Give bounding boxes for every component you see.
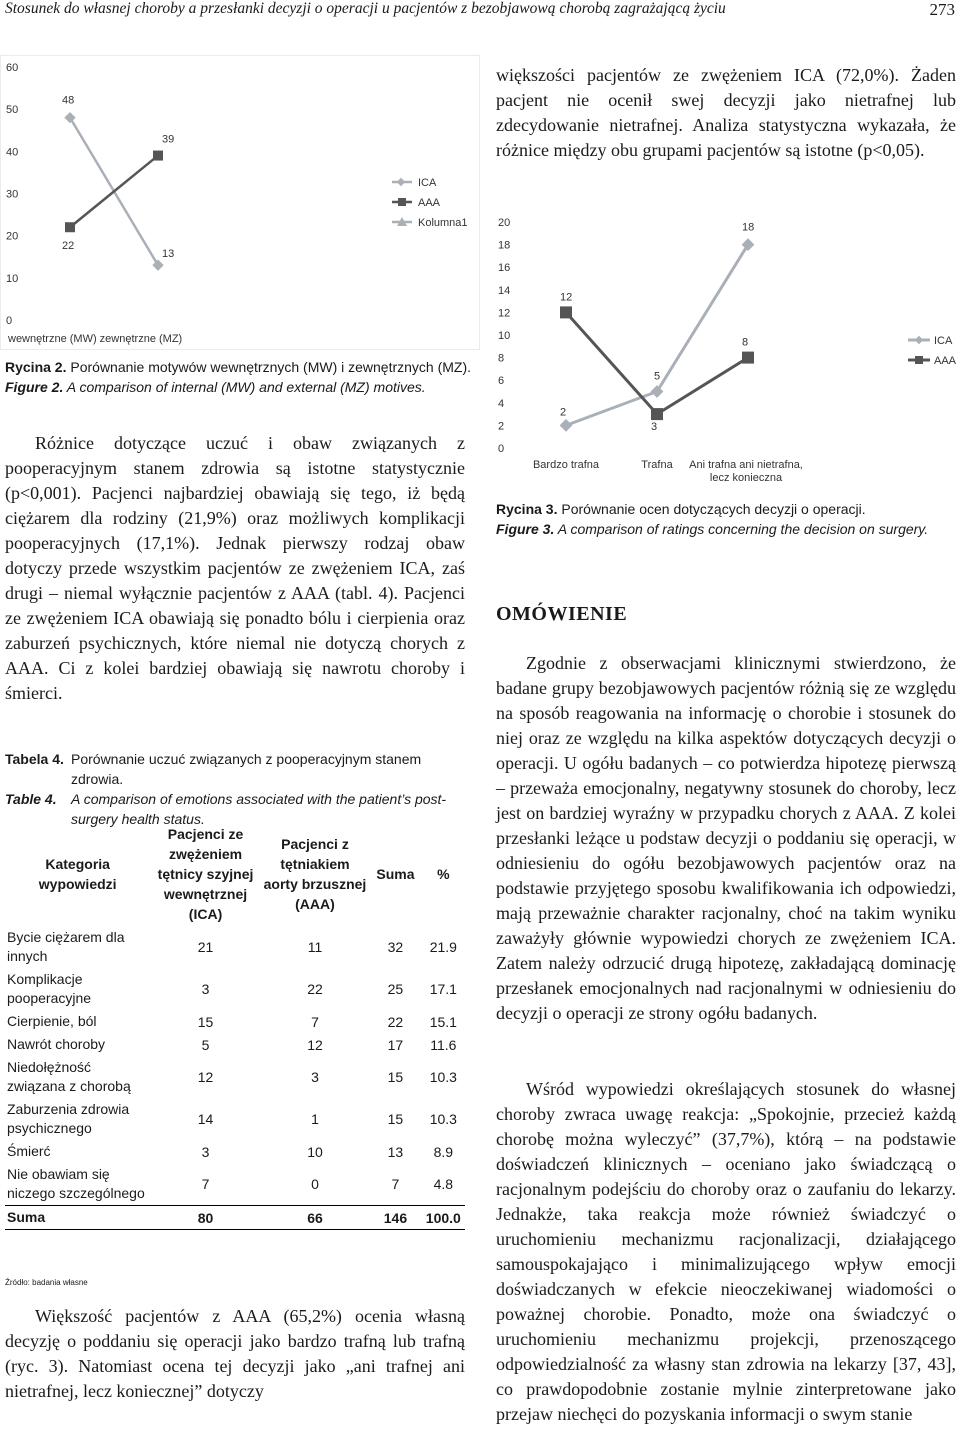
- y-tick-label: 6: [498, 375, 505, 388]
- table4-pl-label: Tabela 4.: [5, 751, 64, 767]
- y-tick-label: 0: [498, 443, 505, 455]
- total-value: 80: [150, 1206, 260, 1230]
- data-label: 8: [742, 336, 749, 349]
- y-tick-label: 10: [6, 272, 19, 285]
- figure-2-chart: [0, 55, 480, 350]
- row-category: Niedołężność związana z chorobą: [7, 1059, 131, 1094]
- data-point: [651, 408, 663, 420]
- row-value: 15: [387, 1111, 404, 1127]
- fig3-pl-label: Rycina 3.: [496, 501, 558, 517]
- row-value: 22: [307, 981, 323, 997]
- row-value: 21: [197, 939, 214, 955]
- fig2-en-label: Figure 2.: [5, 379, 64, 395]
- data-label: 13: [162, 248, 175, 261]
- table-4-caption: [5, 749, 465, 829]
- table-header-row: [5, 822, 465, 926]
- row-value: 10.3: [429, 1069, 457, 1085]
- table-row: [5, 926, 465, 968]
- row-category: Śmierć: [7, 1143, 51, 1159]
- fig2-pl-text: Porównanie motywów wewnętrznych (MW) i zewnętrznych (MZ).: [70, 359, 472, 375]
- row-category: Nie obawiam się niczego szczególnego: [7, 1166, 145, 1201]
- row-value: 4.8: [433, 1176, 454, 1192]
- fig3-pl-text: Porównanie ocen dotyczących decyzji o operacji.: [561, 501, 866, 517]
- row-category: Bycie ciężarem dla innych: [7, 929, 125, 964]
- x-tick-line: Ani trafna ani nietrafna,: [689, 459, 803, 471]
- right-paragraph-2: Zgodnie z obserwacjami klinicznymi stwierdzono, że badane grupy bezobjawowych pacjentów różnią się ze względu na sposób reagowania na informację o chorobie i stosunek do niej oraz ze względu na kilka aspektów dotyczących decyzji o operacji. U ogółu badanych – co potwierdza hipotezę pierwszą – przeważa emocjonalny, negatywny stosunek do choroby, lecz jest on bardziej wyraźny w przypadku chorych z AAA. Z kolei przesłanki leżące u podstaw decyzji o poddaniu się operacji, w odniesieniu do ogółu bezobjawowych pacjentów oraz na podstawie przyjętego sposobu kwalifikowania ich odpowiedzi, mają przeważnie charakter racjonalny, choć na takim wyniku zaważyły głównie wypowiedzi chorych ze zwężeniem ICA. Zatem należy odrzucić drugą hipotezę, zakładającą dominację przesłanek emocjonalnych nad racjonalnymi w odniesieniu do decyzji o operacji ze strony ogółu badanych.: [496, 653, 956, 1023]
- data-point: [65, 222, 75, 232]
- y-tick-label: 4: [498, 397, 505, 410]
- x-tick-label: [533, 459, 600, 471]
- section-heading: OMÓWIENIE: [496, 603, 628, 625]
- row-value: 17: [387, 1036, 404, 1053]
- running-title: Stosunek do własnej choroby a przesłanki decyzji o operacji u pacjentów z bezobjawową chorobą zagrażającą życiu: [5, 0, 726, 17]
- row-value: 15.1: [429, 1013, 457, 1030]
- right-paragraph-3: Wśród wypowiedzi określających stosunek do własnej choroby zwraca uwagę reakcja: „Spokojnie, przecież każdą chorobę można wyleczyć” (37,7%), którą – na podstawie doświadczeń klinicznych – oceniano jako świadczącą o racjonalnym podejściu do choroby oraz o zaufaniu do lekarzy. Jednakże, taka reakcja może również świadczyć o uruchomieniu mechanizmu racjonalizacji, działającego samouspokajająco i minimalizującego wpływ emocji doświadczanych w efekcie nieoczekiwanej wiadomości o poważnej chorobie. Ponadto, może ona świadczyć o uruchomieniu mechanizmu projekcji, przenoszącego odpowiedzialność za własny stan zdrowia na lekarzy [37, 43], co prawdopodobnie zostanie mylnie zinterpretowane jako przejaw niechęci do pozyskania informacji o swym stanie: [496, 1079, 956, 1424]
- legend-label: Kolumna1: [418, 217, 468, 229]
- fig2-pl-label: Rycina 2.: [5, 359, 67, 375]
- data-label: 3: [651, 421, 658, 434]
- running-header: [5, 0, 955, 20]
- row-value: 11: [307, 939, 323, 955]
- data-label: 2: [560, 406, 567, 419]
- col-category: Kategoria wypowiedzi: [38, 856, 117, 892]
- table4-en-title: A comparison of emotions associated with the patient’s post-surgery health status.: [71, 791, 447, 827]
- figure-3-caption: [496, 499, 956, 539]
- x-tick-line: Bardzo trafna: [532, 459, 600, 471]
- table-total-row: [5, 1206, 465, 1230]
- row-value: 11.6: [430, 1036, 457, 1053]
- table-4: [5, 822, 465, 1230]
- data-point: [742, 352, 754, 364]
- total-value: 100.0: [422, 1206, 465, 1230]
- row-value: 15: [197, 1013, 214, 1030]
- chart-background: [490, 208, 960, 493]
- col-sum: Suma: [376, 866, 415, 882]
- right-paragraph-1: większości pacjentów ze zwężeniem ICA (72,0%). Żaden pacjent nie ocenił swej decyzji jako nietrafnej lub zdecydowanie nietrafnej. Analiza statystyczna wykazała, że różnice między obu grupami pacjentów są istotne (p<0,05).: [496, 65, 956, 160]
- data-label: 48: [62, 94, 75, 107]
- row-value: 15: [387, 1069, 404, 1085]
- data-label: 22: [62, 240, 75, 253]
- row-value: 10: [307, 1143, 323, 1160]
- fig3-en-label: Figure 3.: [496, 521, 555, 537]
- total-value: 146: [369, 1206, 421, 1230]
- y-tick-label: 2: [498, 420, 505, 433]
- row-category: Nawrót choroby: [7, 1036, 106, 1052]
- row-value: 1: [311, 1111, 319, 1127]
- y-tick-label: 60: [6, 62, 19, 74]
- legend-label: AAA: [934, 355, 957, 367]
- page-number: 273: [929, 0, 955, 19]
- row-value: 12: [197, 1069, 214, 1085]
- table-row: [5, 968, 465, 1010]
- y-tick-label: 12: [498, 307, 511, 320]
- col-percent: %: [437, 866, 450, 882]
- figure-3-chart: [490, 208, 960, 493]
- row-value: 22: [387, 1013, 404, 1030]
- x-tick-line: lecz konieczna: [709, 472, 783, 484]
- fig3-en-text: A comparison of ratings concerning the decision on surgery.: [557, 521, 929, 537]
- legend-label: ICA: [934, 335, 953, 347]
- x-axis-label: wewnętrzne (MW) zewnętrzne (MZ): [8, 333, 183, 345]
- legend-label: ICA: [418, 177, 437, 189]
- row-value: 5: [201, 1036, 210, 1053]
- table-row: [5, 1098, 465, 1140]
- row-category: Komplikacje pooperacyjne: [7, 971, 92, 1006]
- row-value: 8.9: [433, 1143, 454, 1160]
- left-paragraph-2: Większość pacjentów z AAA (65,2%) ocenia własną decyzję o poddaniu się operacji jako bardzo trafną lub trafną (ryc. 3). Natomiast ocena tej decyzji jako „ani trafnej ani nietrafnej, lecz koniecznej” dotyczy: [5, 1306, 465, 1401]
- row-category: Cierpienie, ból: [7, 1013, 97, 1029]
- row-value: 14: [197, 1111, 214, 1127]
- table-body: [5, 926, 465, 1230]
- y-tick-label: 0: [6, 315, 13, 327]
- y-tick-label: 18: [498, 239, 511, 252]
- left-paragraph-1: Różnice dotyczące uczuć i obaw związanych z pooperacyjnym stanem zdrowia są istotne statystycznie (p<0,001). Pacjenci najbardziej obawiają się tego, iż będą ciężarem dla rodziny (21,9%) oraz możliwych komplikacji pooperacyjnych (17,1%). Jednak pierwszy rodzaj obaw dotyczy przede wszystkim pacjentów ze zwężeniem ICA, zaś drugi – niemal wyłącznie pacjentów z AAA (tabl. 4). Pacjenci ze zwężeniem ICA obawiają się ponadto bólu i cierpienia oraz zaburzeń psychicznych, które niemal nie dotyczą chorych z AAA. Ci z kolei bardziej obawiają się nawrotu choroby i śmierci.: [5, 433, 465, 703]
- col-aaa: Pacjenci z tętniakiem aorty brzusznej (AAA): [263, 836, 367, 912]
- y-tick-label: 30: [6, 188, 19, 201]
- row-value: 25: [387, 981, 404, 997]
- y-tick-label: 10: [498, 330, 511, 342]
- row-value: 7: [311, 1013, 319, 1030]
- fig2-en-text: A comparison of internal (MW) and external (MZ) motives.: [66, 379, 426, 395]
- y-tick-label: 16: [498, 262, 511, 275]
- row-value: 3: [201, 981, 210, 997]
- row-value: 10.3: [429, 1111, 457, 1127]
- y-tick-label: 20: [498, 217, 511, 229]
- row-value: 3: [201, 1143, 210, 1160]
- figure-2-caption: [5, 357, 475, 397]
- row-value: 13: [387, 1143, 404, 1160]
- row-value: 32: [387, 939, 404, 955]
- table4-pl-title: Porównanie uczuć związanych z pooperacyjnym stanem zdrowia.: [71, 751, 422, 787]
- total-label: Suma: [5, 1206, 150, 1230]
- table-row: [5, 1140, 465, 1163]
- row-value: 21.9: [429, 939, 457, 955]
- data-label: 18: [742, 221, 755, 234]
- table-row: [5, 1163, 465, 1206]
- data-point: [560, 306, 572, 318]
- legend-marker: [915, 356, 923, 364]
- x-tick-label: [641, 459, 673, 471]
- y-tick-label: 20: [6, 230, 19, 243]
- total-value: 66: [261, 1206, 370, 1230]
- y-tick-label: 14: [498, 284, 511, 297]
- data-point: [153, 151, 163, 161]
- row-value: 3: [311, 1069, 319, 1085]
- row-value: 12: [307, 1036, 323, 1053]
- legend-label: AAA: [418, 197, 441, 209]
- data-label: 39: [162, 133, 175, 146]
- data-label: 12: [560, 291, 573, 304]
- row-value: 0: [311, 1176, 319, 1192]
- table-row: [5, 1056, 465, 1098]
- table-row: [5, 1033, 465, 1056]
- row-value: 7: [201, 1176, 210, 1192]
- table-source: Źródło: badania własne: [5, 1278, 88, 1287]
- y-tick-label: 50: [6, 104, 19, 117]
- row-value: 17.1: [429, 981, 457, 997]
- row-category: Zaburzenia zdrowia psychicznego: [7, 1101, 130, 1136]
- y-tick-label: 40: [6, 146, 19, 159]
- row-value: 7: [391, 1176, 400, 1192]
- y-tick-label: 8: [498, 352, 505, 365]
- data-label: 5: [654, 370, 661, 383]
- legend-marker: [398, 198, 406, 206]
- table-row: [5, 1010, 465, 1033]
- col-ica: Pacjenci ze zwężeniem tętnicy szyjnej wewnętrznej (ICA): [157, 826, 254, 922]
- table4-en-label: Table 4.: [5, 791, 57, 807]
- x-tick-line: Trafna: [641, 459, 673, 471]
